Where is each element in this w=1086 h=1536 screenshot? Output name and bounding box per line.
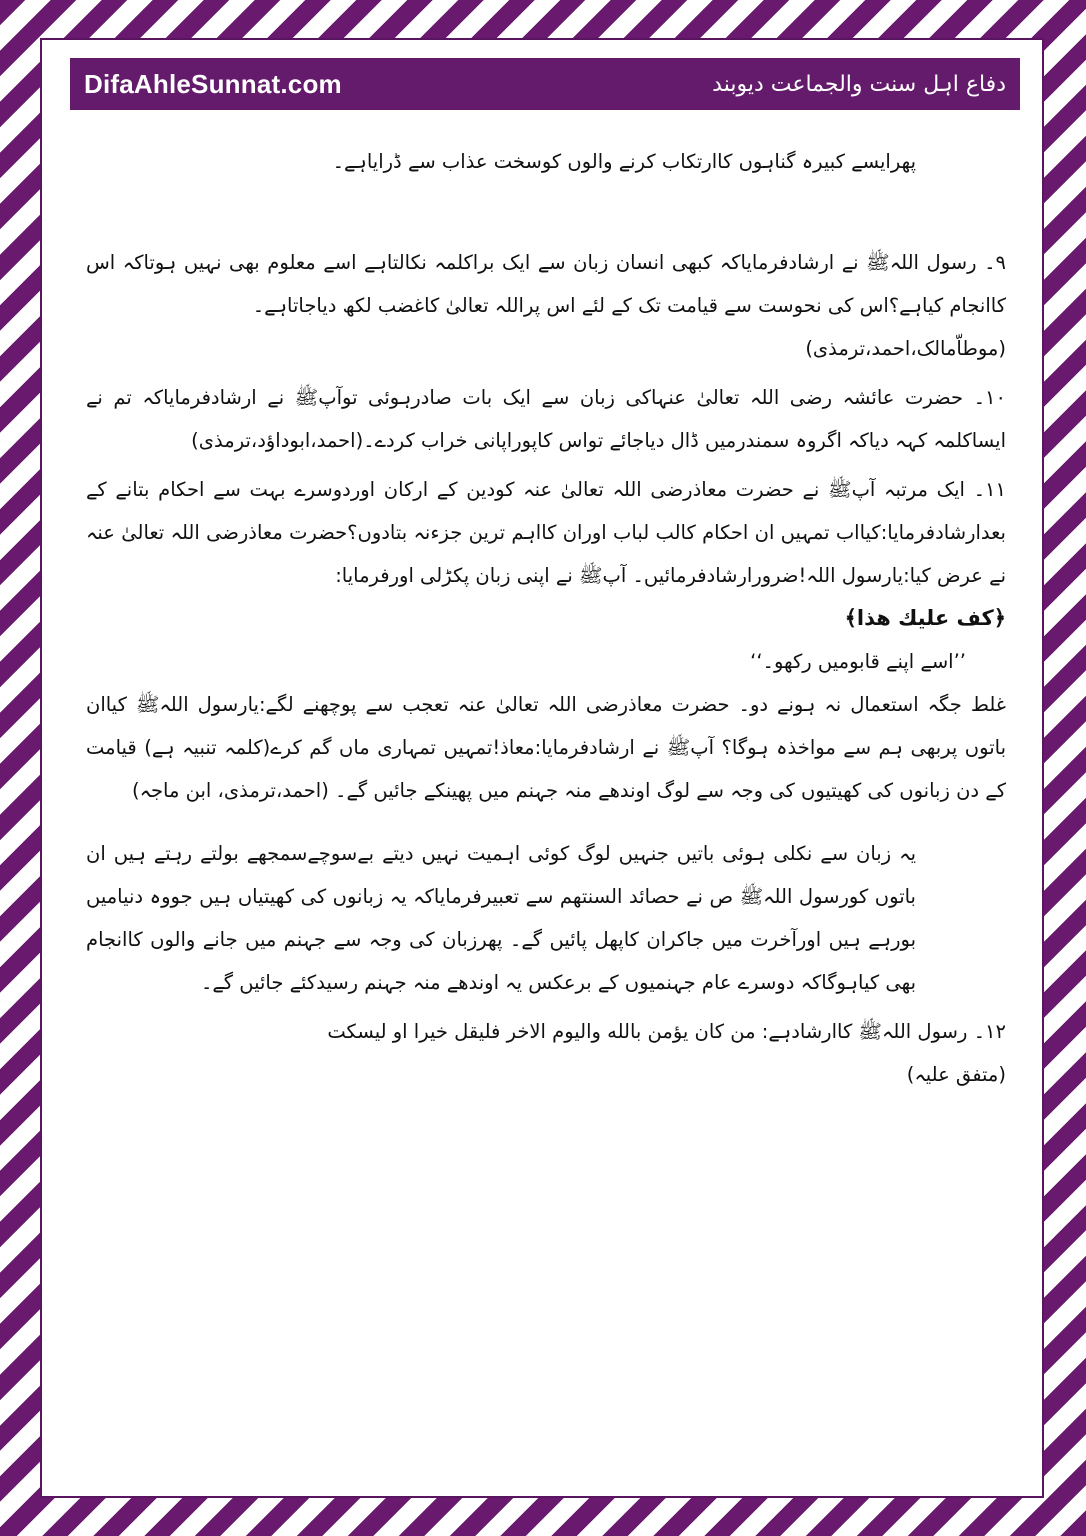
paragraph-10: ۱۰۔ حضرت عائشہ رضی اللہ تعالیٰ عنہاکی زبان سے ایک بات صادرہوئی توآپﷺ نے ارشادفرمایاکہ تم نے ایساکلمہ کہہ دیاکہ اگروہ سمندرمیں ڈال دیاجائے تواس کاپوراپانی خراب کردے۔(احمد،ابوداؤد،ترمذی) <box>86 386 1006 452</box>
paragraph-intro: پھرایسے کبیرہ گناہوں کاارتکاب کرنے والوں کوسخت عذاب سے ڈرایاہے۔ <box>332 150 916 173</box>
header-title: دفاع اہل سنت والجماعت دیوبند <box>712 71 1006 97</box>
urdu-quote: ’’اسے اپنے قابومیں رکھو۔‘‘ <box>750 650 966 673</box>
page-header <box>70 58 1020 110</box>
paragraph-12: ۱۲۔ رسول اللہﷺ کاارشادہے: من كان يؤمن بالله واليوم الاخر فليقل خيرا او ليسكت <box>327 1020 1006 1043</box>
paragraph-11: ۱۱۔ ایک مرتبہ آپﷺ نے حضرت معاذرضی اللہ تعالیٰ عنہ کودین کے ارکان اوردوسرے بہت سے احکام بتانے کے بعدارشادفرمایا:کیااب تمہیں ان احکام کالب لباب اوران کااہم ترین جزءنہ بتادوں؟حضرت معاذرضی اللہ تعالیٰ عنہ نے عرض کیا:یارسول اللہ!ضرورارشادفرمائیں۔ آپﷺ نے اپنی زبان پکڑلی اورفرمایا: <box>86 478 1006 587</box>
paragraph-explanation: یہ زبان سے نکلی ہوئی باتیں جنہیں لوگ کوئی اہمیت نہیں دیتے بےسوچےسمجھے بولتے رہتے ہیں ان باتوں کورسول اللہﷺ ص نے حصائد السنتھم سے تعبیرفرمایاکہ یہ زبانوں کی کھیتیاں ہیں جووہ دنیامیں بورہے ہیں اورآخرت میں جاکران کاپھل پائیں گے۔ پھرزبان کی وجہ سے جہنم میں جانے والوں کاانجام بھی کیاہوگاکہ دوسرے عام جہنمیوں کے برعکس یہ اوندھے منہ جہنم رسیدکئے جائیں گے۔ <box>86 842 916 994</box>
paragraph-9: ۹۔ رسول اللہﷺ نے ارشادفرمایاکہ کبھی انسان زبان سے ایک براکلمہ نکالتاہے اسے معلوم بھی نہیں ہوتاکہ اس کاانجام کیاہے؟اس کی نحوست سے قیامت تک کے لئے اس پراللہ تعالیٰ کاغضب لکھ دیاجاتاہے۔ <box>86 251 1006 317</box>
document-page <box>40 38 1044 1498</box>
article-body <box>86 140 1006 1096</box>
spacer <box>86 183 1006 241</box>
paragraph-11-continued: غلط جگہ استعمال نہ ہونے دو۔ حضرت معاذرضی اللہ تعالیٰ عنہ تعجب سے پوچھنے لگے:یارسول اللہﷺ کیاان باتوں پربھی ہم سے مواخذہ ہوگا؟ آپﷺ نے ارشادفرمایا:معاذ!تمہیں تمہاری ماں گم کرے(کلمہ تنبیہ ہے) قیامت کے دن زبانوں کی کھیتیوں کی وجہ سے لوگ اوندھے منہ جہنم میں پھینکے جائیں گے۔ (احمد،ترمذی، ابن ماجہ) <box>86 693 1006 802</box>
arabic-quote: ﴿كف عليك هذا﴾ <box>844 606 1006 630</box>
reference-12: (متفق علیہ) <box>906 1063 1006 1086</box>
spacer <box>86 812 1006 832</box>
site-name[interactable]: DifaAhleSunnat.com <box>84 68 342 99</box>
reference-9: (موطاّمالک،احمد،ترمذی) <box>805 337 1006 360</box>
